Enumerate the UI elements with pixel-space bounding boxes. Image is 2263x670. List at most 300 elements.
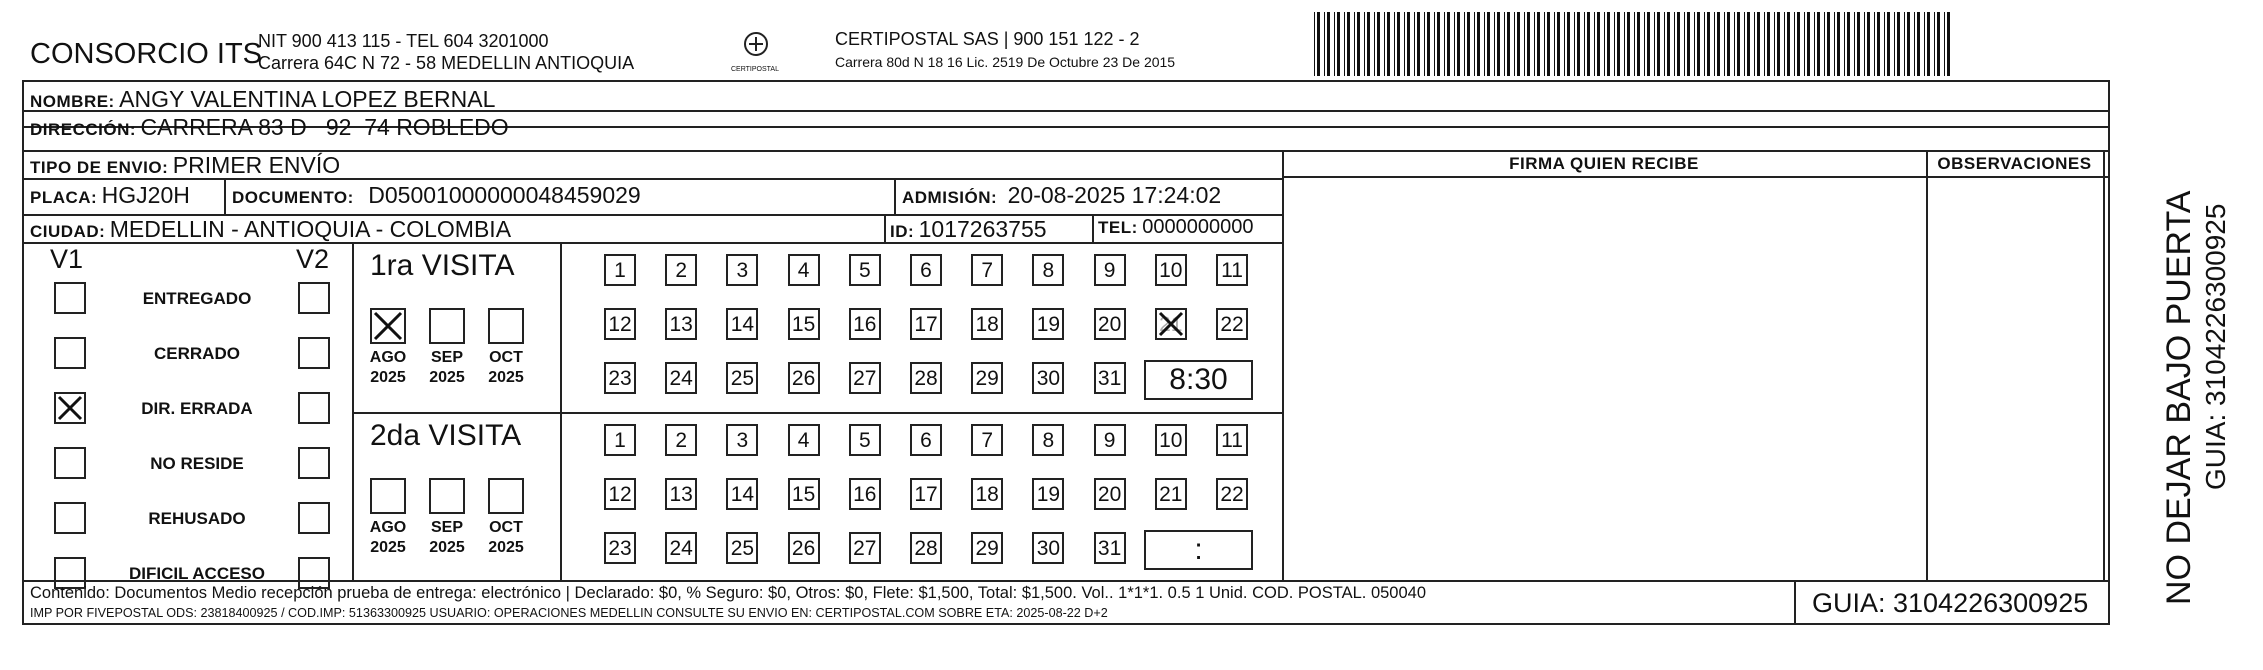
status-label-cerrado: CERRADO (154, 344, 240, 363)
barcode-bar (1837, 12, 1840, 76)
second-visit-day-9[interactable] (1094, 424, 1126, 456)
first-visit-day-22[interactable] (1216, 308, 1248, 340)
barcode-bar (1934, 12, 1935, 76)
placa-cell: PLACA: HGJ20H (30, 182, 190, 208)
day-number: 22 (1220, 483, 1244, 506)
status-label-no-reside: NO RESIDE (150, 454, 244, 473)
barcode-bar (1687, 12, 1690, 76)
footer-guide-number: GUIA: 3104226300925 (1812, 588, 2089, 618)
carrier-name-line: CERTIPOSTAL SAS | 900 151 122 - 2 (835, 29, 1140, 49)
v2-checkbox-cerrado[interactable] (298, 337, 330, 369)
barcode-bar (1827, 12, 1830, 76)
day-number: 8 (1042, 429, 1055, 452)
second-visit-day-4[interactable] (788, 424, 820, 456)
status-label-entregado: ENTREGADO (142, 289, 252, 308)
barcode-bar (1664, 12, 1665, 76)
day-number: 10 (1159, 429, 1183, 452)
day-number: 9 (1103, 429, 1116, 452)
barcode-bar (1577, 12, 1580, 76)
recipient-address: CARRERA 83 D 92 74 ROBLEDO (140, 114, 509, 140)
month-year: 2025 (488, 369, 524, 386)
barcode-bar (1804, 12, 1805, 76)
second-visit-month-ago[interactable] (370, 478, 406, 514)
day-number: 11 (1221, 429, 1243, 452)
first-visit-day-26[interactable] (788, 362, 820, 394)
day-number: 6 (920, 429, 932, 452)
first-visit-day-14[interactable] (726, 308, 758, 340)
day-number: 30 (1036, 537, 1061, 560)
second-visit-month-sep[interactable] (429, 478, 465, 514)
first-visit-day-20[interactable] (1094, 308, 1126, 340)
barcode-bar (1567, 12, 1570, 76)
second-visit-day-29[interactable] (971, 532, 1003, 564)
barcode-bar (1327, 12, 1330, 76)
barcode-bar (1727, 12, 1730, 76)
day-number: 20 (1097, 313, 1122, 336)
v2-checkbox-no-reside[interactable] (298, 447, 330, 479)
barcode-bar (1654, 12, 1655, 76)
barcode-bar (1407, 12, 1410, 76)
day-number: 10 (1159, 259, 1183, 282)
second-visit-day-18[interactable] (971, 478, 1003, 510)
barcode-bar (1334, 12, 1335, 76)
status-label-dir-errada: DIR. ERRADA (141, 399, 253, 418)
barcode-bar (1684, 12, 1685, 76)
v1-checkbox-cerrado[interactable] (54, 337, 86, 369)
id-cell: ID: 1017263755 (890, 216, 1047, 242)
day-number: 14 (730, 483, 755, 506)
barcode-bar (1547, 12, 1550, 76)
first-visit-time[interactable]: 8:30 (1144, 360, 1253, 400)
day-number: 16 (853, 313, 877, 336)
barcode-bar (1524, 12, 1525, 76)
barcode-bar (1797, 12, 1800, 76)
nombre-row: NOMBRE: ANGY VALENTINA LOPEZ BERNAL (30, 86, 496, 112)
barcode-bar (1814, 12, 1815, 76)
first-visit-day-23[interactable] (604, 362, 636, 394)
barcode-bar (1757, 12, 1760, 76)
first-visit-day-18[interactable] (971, 308, 1003, 340)
first-visit-day-5[interactable] (849, 254, 881, 286)
second-visit-day-21[interactable] (1155, 478, 1187, 510)
barcode-bar (1534, 12, 1535, 76)
barcode-bar (1557, 12, 1560, 76)
barcode-bar (1707, 12, 1710, 76)
barcode-bar (1777, 12, 1780, 76)
first-visit-day-6[interactable] (910, 254, 942, 286)
barcode-bar (1917, 12, 1920, 76)
barcode-bar (1637, 12, 1640, 76)
second-visit-day-3[interactable] (726, 424, 758, 456)
day-number: 28 (914, 537, 938, 560)
barcode-bar (1864, 12, 1865, 76)
barcode-bar (1744, 12, 1745, 76)
first-visit-day-21[interactable] (1155, 308, 1187, 340)
documento-cell: DOCUMENTO: D05001000000048459029 (232, 182, 641, 208)
barcode-bar (1474, 12, 1475, 76)
day-number: 5 (858, 429, 871, 452)
second-visit-title: 2da VISITA (370, 419, 522, 452)
company-nit-line: NIT 900 413 115 - TEL 604 3201000 (258, 31, 549, 51)
barcode-bar (1657, 12, 1660, 76)
barcode-bar (1417, 12, 1420, 76)
second-visit-day-22[interactable] (1216, 478, 1248, 510)
second-visit-day-8[interactable] (1032, 424, 1064, 456)
month-name: SEP (430, 349, 463, 366)
barcode-bar (1404, 12, 1405, 76)
day-number: 7 (981, 429, 994, 452)
day-number: 5 (858, 259, 871, 282)
document-value: D05001000000048459029 (368, 182, 641, 208)
logo-icon (736, 30, 776, 70)
barcode-bar (1854, 12, 1855, 76)
logo-caption: CERTIPOSTAL (731, 66, 779, 73)
first-visit-day-25[interactable] (726, 362, 758, 394)
barcode-bar (1754, 12, 1755, 76)
second-visit-day-28[interactable] (910, 532, 942, 564)
first-visit-day-9[interactable] (1094, 254, 1126, 286)
barcode-bar (1377, 12, 1380, 76)
second-visit-day-1[interactable] (604, 424, 636, 456)
day-number: 29 (975, 367, 999, 390)
v2-checkbox-dir-errada[interactable] (298, 392, 330, 424)
first-visit-month-label (419, 348, 475, 388)
second-visit-day-10[interactable] (1155, 424, 1187, 456)
v1-checkbox-no-reside[interactable] (54, 447, 86, 479)
barcode-bar (1844, 12, 1845, 76)
barcode-bar (1357, 12, 1360, 76)
barcode-bar (1587, 12, 1590, 76)
second-visit-day-14[interactable] (726, 478, 758, 510)
barcode-bar (1764, 12, 1765, 76)
barcode-bar (1497, 12, 1500, 76)
second-visit-day-2[interactable] (665, 424, 697, 456)
second-visit-day-11[interactable] (1216, 424, 1248, 456)
day-number: 13 (669, 313, 693, 336)
day-number: 4 (797, 259, 810, 282)
first-visit-day-2[interactable] (665, 254, 697, 286)
barcode-bar (1514, 12, 1515, 76)
second-visit-month-label (360, 518, 416, 558)
side-guide-number: GUIA: 3104226300925 (2200, 203, 2231, 490)
second-visit-day-7[interactable] (971, 424, 1003, 456)
barcode-bar (1614, 12, 1615, 76)
day-number: 26 (791, 367, 816, 390)
barcode-bar (1887, 12, 1890, 76)
barcode-bar (1447, 12, 1450, 76)
v2-checkbox-entregado[interactable] (298, 282, 330, 314)
day-number: 23 (608, 537, 632, 560)
barcode-bar (1427, 12, 1430, 76)
day-number: 24 (669, 367, 693, 390)
tel-cell: TEL: 0000000000 (1098, 216, 1254, 238)
barcode-bar (1594, 12, 1595, 76)
barcode-bar (1527, 12, 1530, 76)
barcode-bar (1927, 12, 1930, 76)
first-visit-day-17[interactable] (910, 308, 942, 340)
barcode-bar (1344, 12, 1345, 76)
day-number: 2 (675, 429, 688, 452)
barcode-bar (1517, 12, 1520, 76)
observaciones-header: OBSERVACIONES (1937, 154, 2092, 173)
barcode-bar (1384, 12, 1385, 76)
barcode-bar (1504, 12, 1505, 76)
first-visit-month-oct[interactable] (488, 308, 524, 344)
barcode-bar (1487, 12, 1490, 76)
day-number: 11 (1221, 259, 1243, 282)
day-number: 31 (1097, 367, 1122, 390)
barcode-bar (1834, 12, 1835, 76)
barcode-bar (1434, 12, 1435, 76)
day-number: 28 (914, 367, 938, 390)
first-visit-day-19[interactable] (1032, 308, 1064, 340)
barcode-bar (1634, 12, 1635, 76)
day-number: 29 (975, 537, 999, 560)
status-label-dificil-acceso: DIFICIL ACCESO (128, 564, 265, 583)
v1-checkbox-dir-errada[interactable] (54, 392, 86, 424)
barcode-bar (1387, 12, 1390, 76)
barcode-bar (1877, 12, 1880, 76)
barcode-bar (1617, 12, 1620, 76)
second-visit-day-19[interactable] (1032, 478, 1064, 510)
first-visit-day-29[interactable] (971, 362, 1003, 394)
barcode-bar (1574, 12, 1575, 76)
barcode-bar (1624, 12, 1625, 76)
second-visit-time[interactable]: : (1144, 530, 1253, 570)
month-year: 2025 (429, 539, 465, 556)
barcode-bar (1454, 12, 1455, 76)
second-visit-day-23[interactable] (604, 532, 636, 564)
second-visit-day-20[interactable] (1094, 478, 1126, 510)
second-visit-day-15[interactable] (788, 478, 820, 510)
no-dejar-warning: NO DEJAR BAJO PUERTA (2160, 190, 2198, 605)
barcode-bar (1484, 12, 1485, 76)
second-visit-month-oct[interactable] (488, 478, 524, 514)
day-number: 1 (614, 429, 626, 452)
barcode-bar (1597, 12, 1600, 76)
barcode-bar (1704, 12, 1705, 76)
second-visit-day-12[interactable] (604, 478, 636, 510)
barcode-bar (1537, 12, 1540, 76)
second-visit-day-30[interactable] (1032, 532, 1064, 564)
barcode-bar (1734, 12, 1735, 76)
day-number: 9 (1103, 259, 1116, 282)
barcode-bar (1667, 12, 1670, 76)
first-visit-day-1[interactable] (604, 254, 636, 286)
second-visit-day-6[interactable] (910, 424, 942, 456)
first-visit-day-4[interactable] (788, 254, 820, 286)
day-number: 20 (1097, 483, 1122, 506)
v1-label: V1 (50, 244, 84, 274)
barcode-bar (1897, 12, 1900, 76)
barcode-bar (1807, 12, 1810, 76)
day-number: 30 (1036, 367, 1061, 390)
first-visit-day-15[interactable] (788, 308, 820, 340)
v1-checkbox-rehusado[interactable] (54, 502, 86, 534)
day-number: 1 (614, 259, 626, 282)
barcode-bar (1824, 12, 1825, 76)
second-visit-day-26[interactable] (788, 532, 820, 564)
barcode-bar (1354, 12, 1355, 76)
barcode-bar (1544, 12, 1545, 76)
barcode-bar (1477, 12, 1480, 76)
barcode-bar (1374, 12, 1375, 76)
barcode-bar (1737, 12, 1740, 76)
first-visit-day-13[interactable] (665, 308, 697, 340)
second-visit-day-31[interactable] (1094, 532, 1126, 564)
status-label-rehusado: REHUSADO (148, 509, 246, 528)
v2-checkbox-rehusado[interactable] (298, 502, 330, 534)
barcode-bar (1857, 12, 1860, 76)
barcode-bar (1677, 12, 1680, 76)
barcode-bar (1644, 12, 1645, 76)
month-name: SEP (430, 519, 463, 536)
recipient-name: ANGY VALENTINA LOPEZ BERNAL (119, 86, 496, 112)
company-name: CONSORCIO ITS (30, 38, 263, 70)
second-visit-day-27[interactable] (849, 532, 881, 564)
day-number: 21 (1159, 483, 1183, 506)
contents-line: Contenido: Documentos Medio recepción prueba de entrega: electrónico | Declarado: $0, % Seguro: $0, Otros: $0, Flete: $1,500, Total: $1,500. Vol.. 1*1*1. 0.5 1 Unid. COD. POSTAL. 050040 (30, 584, 1427, 602)
month-name: AGO (369, 349, 407, 366)
barcode-bar (1364, 12, 1365, 76)
day-number: 12 (608, 483, 632, 506)
city-value: MEDELLIN - ANTIOQUIA - COLOMBIA (109, 216, 512, 242)
barcode-bar (1674, 12, 1675, 76)
first-visit-month-label (478, 348, 534, 388)
month-name: AGO (369, 519, 407, 536)
x-mark-icon (372, 310, 404, 342)
firma-header: FIRMA QUIEN RECIBE (1509, 154, 1699, 173)
day-number: 24 (669, 537, 693, 560)
first-visit-day-12[interactable] (604, 308, 636, 340)
barcode-bar (1627, 12, 1630, 76)
barcode-bar (1564, 12, 1565, 76)
print-info-line: IMP POR FIVEPOSTAL ODS: 23818400925 / COD.IMP: 51363300925 USUARIO: OPERACIONES MEDELLIN CONSULTE SU ENVIO EN: CERTIPOSTAL.COM SOBRE ETA: 2025-08-22 D+2 (30, 606, 1108, 620)
first-visit-day-31[interactable] (1094, 362, 1126, 394)
first-visit-title: 1ra VISITA (370, 249, 515, 282)
barcode-bar (1494, 12, 1495, 76)
first-visit-day-3[interactable] (726, 254, 758, 286)
first-visit-day-30[interactable] (1032, 362, 1064, 394)
barcode-bar (1507, 12, 1510, 76)
barcode-bar (1694, 12, 1695, 76)
v1-checkbox-entregado[interactable] (54, 282, 86, 314)
day-number: 12 (608, 313, 632, 336)
day-number: 26 (791, 537, 816, 560)
first-visit-day-11[interactable] (1216, 254, 1248, 286)
barcode-bar (1437, 12, 1440, 76)
barcode-bar (1424, 12, 1425, 76)
barcode-bar (1337, 12, 1340, 76)
tipo-row: TIPO DE ENVIO: PRIMER ENVÍO (30, 152, 341, 178)
barcode (1314, 12, 1954, 76)
barcode-bar (1444, 12, 1445, 76)
day-number: 18 (975, 313, 999, 336)
month-year: 2025 (488, 539, 524, 556)
company-address-line: Carrera 64C N 72 - 58 MEDELLIN ANTIOQUIA (258, 53, 635, 73)
day-number: 15 (791, 313, 816, 336)
day-number: 17 (914, 483, 938, 506)
day-number: 19 (1036, 483, 1061, 506)
barcode-bar (1647, 12, 1650, 76)
second-visit-month-label (419, 518, 475, 558)
first-visit-day-10[interactable] (1155, 254, 1187, 286)
day-number: 4 (797, 429, 810, 452)
barcode-bar (1717, 12, 1720, 76)
barcode-bar (1787, 12, 1790, 76)
barcode-bar (1944, 12, 1945, 76)
day-number: 27 (853, 537, 877, 560)
certipostal-logo (736, 30, 776, 70)
first-visit-day-24[interactable] (665, 362, 697, 394)
month-year: 2025 (429, 369, 465, 386)
barcode-bar (1464, 12, 1465, 76)
carrier-address-line: Carrera 80d N 18 16 Lic. 2519 De Octubre 23 De 2015 (835, 54, 1176, 70)
day-number: 14 (730, 313, 755, 336)
id-value: 1017263755 (918, 216, 1047, 242)
second-visit-day-16[interactable] (849, 478, 881, 510)
day-number: 8 (1042, 259, 1055, 282)
day-number: 19 (1036, 313, 1061, 336)
barcode-bar (1914, 12, 1915, 76)
barcode-bar (1847, 12, 1850, 76)
barcode-bar (1947, 12, 1950, 76)
barcode-bar (1874, 12, 1875, 76)
barcode-bar (1457, 12, 1460, 76)
second-visit-month-label (478, 518, 534, 558)
barcode-bar (1584, 12, 1585, 76)
barcode-bar (1324, 12, 1325, 76)
x-mark-icon (56, 394, 84, 422)
day-number: 6 (920, 259, 932, 282)
day-number: 3 (736, 259, 749, 282)
barcode-bar (1714, 12, 1715, 76)
month-name: OCT (489, 519, 523, 536)
second-visit-day-24[interactable] (665, 532, 697, 564)
first-visit-day-8[interactable] (1032, 254, 1064, 286)
barcode-bar (1784, 12, 1785, 76)
barcode-bar (1314, 12, 1315, 76)
first-visit-day-7[interactable] (971, 254, 1003, 286)
barcode-bar (1894, 12, 1895, 76)
month-year: 2025 (370, 369, 406, 386)
first-visit-month-ago[interactable] (370, 308, 406, 344)
first-visit-day-27[interactable] (849, 362, 881, 394)
month-year: 2025 (370, 539, 406, 556)
barcode-bar (1347, 12, 1350, 76)
barcode-bar (1817, 12, 1820, 76)
barcode-bar (1924, 12, 1925, 76)
barcode-bar (1414, 12, 1415, 76)
day-number: 13 (669, 483, 693, 506)
second-visit-day-17[interactable] (910, 478, 942, 510)
barcode-bar (1607, 12, 1610, 76)
first-visit-day-16[interactable] (849, 308, 881, 340)
first-visit-day-28[interactable] (910, 362, 942, 394)
second-visit-day-25[interactable] (726, 532, 758, 564)
month-name: OCT (489, 349, 523, 366)
first-visit-month-sep[interactable] (429, 308, 465, 344)
barcode-bar (1554, 12, 1555, 76)
second-visit-day-5[interactable] (849, 424, 881, 456)
barcode-bar (1367, 12, 1370, 76)
second-visit-day-13[interactable] (665, 478, 697, 510)
barcode-bar (1767, 12, 1770, 76)
day-number: 2 (675, 259, 688, 282)
tel-value: 0000000000 (1142, 216, 1254, 238)
day-number: 23 (608, 367, 632, 390)
barcode-bar (1774, 12, 1775, 76)
